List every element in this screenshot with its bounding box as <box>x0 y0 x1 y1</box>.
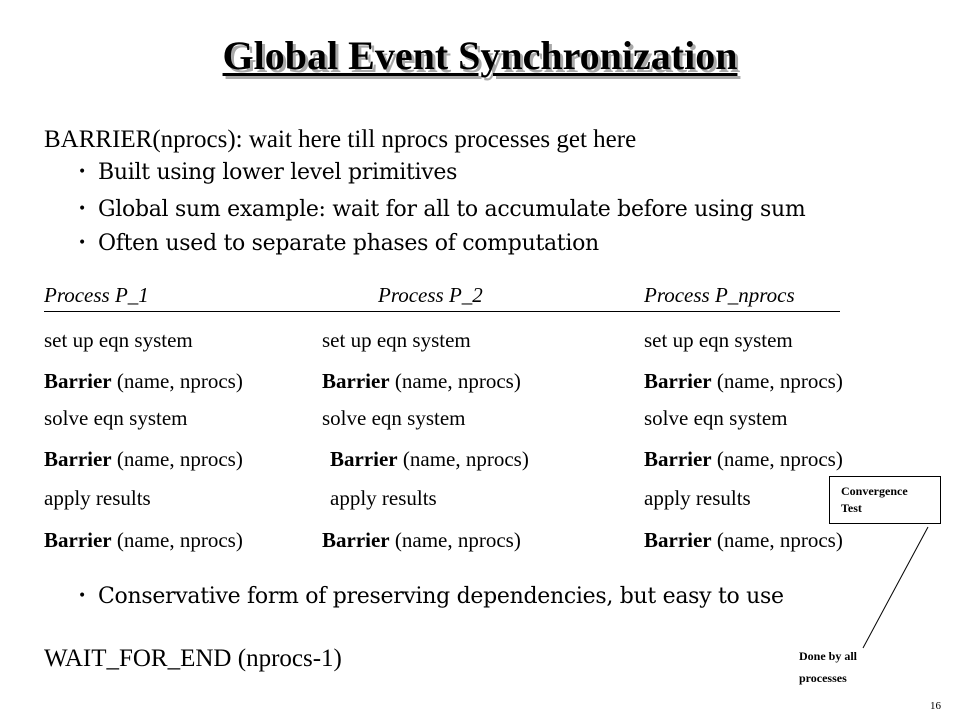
barrier-keyword: Barrier <box>44 528 112 552</box>
callout-label-line: Done by all <box>799 649 858 663</box>
barrier-keyword: Barrier <box>644 447 712 471</box>
bullet-text: Often used to separate phases of computation <box>98 231 599 256</box>
step-text: apply results <box>44 486 151 510</box>
callout-label <box>799 645 857 689</box>
wait-heading: WAIT_FOR_END (nprocs-1) <box>44 645 342 672</box>
step-text: (name, nprocs) <box>711 447 843 471</box>
barrier-keyword: Barrier <box>330 447 398 471</box>
step-text: (name, nprocs) <box>111 528 243 552</box>
bullet-text: Conservative form of preserving dependencies, but easy to use <box>98 584 784 609</box>
step-text: set up eqn system <box>44 328 193 352</box>
step-text: (name, nprocs) <box>711 528 843 552</box>
barrier-keyword: Barrier <box>644 369 712 393</box>
barrier-keyword: Barrier <box>322 528 390 552</box>
step-text: solve eqn system <box>44 406 188 430</box>
barrier-keyword: Barrier <box>44 447 112 471</box>
bullet-text: Built using lower level primitives <box>98 160 458 185</box>
callout-box-line: Convergence <box>841 484 908 498</box>
barrier-keyword: Barrier <box>644 528 712 552</box>
bullet-dot-icon: • <box>78 235 86 251</box>
step-text: apply results <box>644 486 751 510</box>
callout-label-line: processes <box>799 671 847 685</box>
step-text: set up eqn system <box>644 328 793 352</box>
step-text: (name, nprocs) <box>111 369 243 393</box>
bullet-dot-icon: • <box>78 201 86 217</box>
callout-box <box>829 476 941 524</box>
process-header-pn: Process P_nprocs <box>644 283 795 307</box>
step-text: (name, nprocs) <box>711 369 843 393</box>
process-header-p2: Process P_2 <box>378 283 483 307</box>
step-text: solve eqn system <box>644 406 788 430</box>
step-text: (name, nprocs) <box>389 528 521 552</box>
bullet-text: Global sum example: wait for all to accumulate before using sum <box>98 197 806 222</box>
step-text: apply results <box>330 486 437 510</box>
barrier-heading: BARRIER(nprocs): wait here till nprocs processes get here <box>44 126 637 153</box>
step-text: set up eqn system <box>322 328 471 352</box>
step-text: (name, nprocs) <box>397 447 529 471</box>
slide-title: Global Event Synchronization <box>222 33 738 78</box>
step-text: solve eqn system <box>322 406 466 430</box>
step-text: (name, nprocs) <box>389 369 521 393</box>
step-text: (name, nprocs) <box>111 447 243 471</box>
process-header-p1: Process P_1 <box>44 283 149 307</box>
page-number: 16 <box>930 700 941 712</box>
barrier-keyword: Barrier <box>44 369 112 393</box>
barrier-keyword: Barrier <box>322 369 390 393</box>
bullet-dot-icon: • <box>78 588 86 604</box>
bullet-dot-icon: • <box>78 164 86 180</box>
callout-box-line: Test <box>841 501 862 515</box>
